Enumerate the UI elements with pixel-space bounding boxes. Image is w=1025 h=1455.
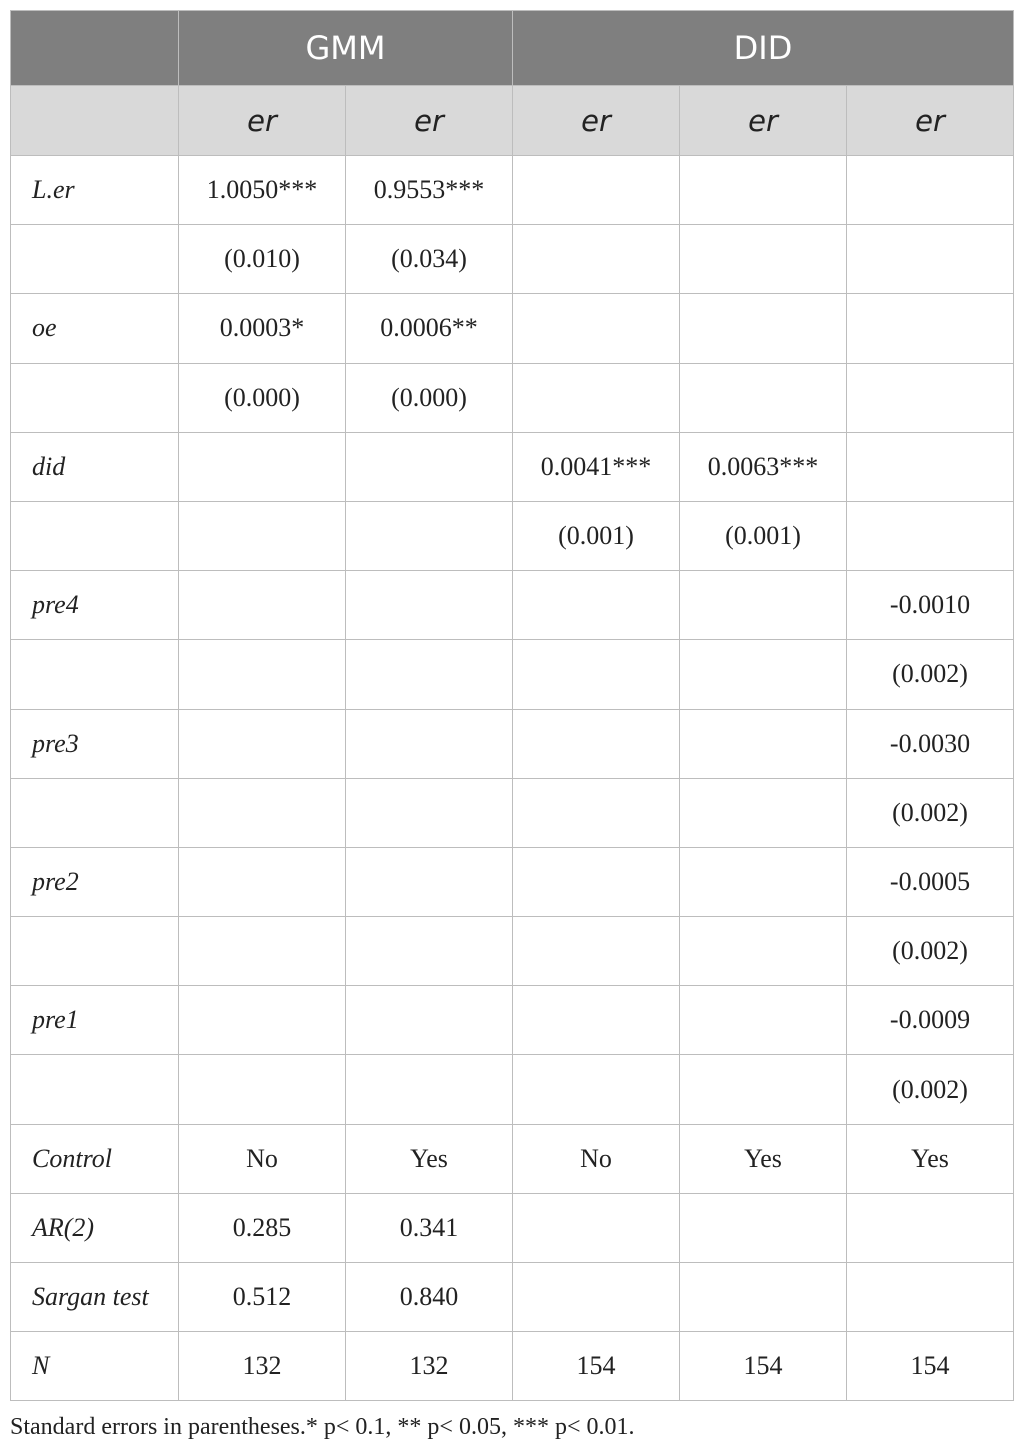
row-label: Control xyxy=(11,1124,179,1193)
table-row xyxy=(11,847,1014,916)
regression-table xyxy=(10,10,1014,1401)
table-cell: 0.341 xyxy=(346,1193,513,1262)
row-label: oe xyxy=(11,294,179,363)
table-cell xyxy=(847,501,1014,570)
table-cell: -0.0009 xyxy=(847,986,1014,1055)
table-cell xyxy=(179,640,346,709)
table-cell: (0.001) xyxy=(513,501,680,570)
group-header-did: DID xyxy=(513,11,1014,86)
table-cell xyxy=(513,917,680,986)
table-cell xyxy=(680,1193,847,1262)
table-cell xyxy=(513,571,680,640)
row-label: L.er xyxy=(11,156,179,225)
row-label xyxy=(11,363,179,432)
table-cell: (0.010) xyxy=(179,225,346,294)
table-cell xyxy=(680,1263,847,1332)
table-cell xyxy=(847,432,1014,501)
table-cell xyxy=(513,778,680,847)
table-cell: No xyxy=(513,1124,680,1193)
table-cell xyxy=(513,363,680,432)
table-cell: 0.0063*** xyxy=(680,432,847,501)
sub-header-cell: er xyxy=(346,86,513,156)
row-label: pre2 xyxy=(11,847,179,916)
row-label: pre3 xyxy=(11,709,179,778)
table-cell xyxy=(680,917,847,986)
table-cell: (0.000) xyxy=(179,363,346,432)
table-cell xyxy=(513,709,680,778)
row-label xyxy=(11,225,179,294)
table-cell xyxy=(680,156,847,225)
table-cell xyxy=(346,501,513,570)
table-cell xyxy=(179,501,346,570)
row-label: pre4 xyxy=(11,571,179,640)
table-cell: (0.002) xyxy=(847,640,1014,709)
row-label: AR(2) xyxy=(11,1193,179,1262)
table-cell: -0.0005 xyxy=(847,847,1014,916)
table-row xyxy=(11,709,1014,778)
table-cell: 132 xyxy=(179,1332,346,1401)
table-cell: 0.0041*** xyxy=(513,432,680,501)
table-cell: -0.0030 xyxy=(847,709,1014,778)
table-cell: 154 xyxy=(513,1332,680,1401)
table-cell xyxy=(680,571,847,640)
table-row xyxy=(11,225,1014,294)
table-cell: 154 xyxy=(847,1332,1014,1401)
table-cell xyxy=(346,571,513,640)
table-cell: 0.840 xyxy=(346,1263,513,1332)
table-cell: (0.000) xyxy=(346,363,513,432)
table-cell xyxy=(346,917,513,986)
table-body xyxy=(11,156,1014,1401)
sub-header-cell xyxy=(11,86,179,156)
table-cell xyxy=(847,1263,1014,1332)
table-row xyxy=(11,571,1014,640)
table-cell xyxy=(847,1193,1014,1262)
table-footnote: Standard errors in parentheses.* p< 0.1, ** p< 0.05, *** p< 0.01. xyxy=(10,1414,635,1440)
row-label xyxy=(11,501,179,570)
table-cell: 0.9553*** xyxy=(346,156,513,225)
table-cell xyxy=(513,640,680,709)
table-cell xyxy=(179,432,346,501)
table-cell: 132 xyxy=(346,1332,513,1401)
table-cell: Yes xyxy=(680,1124,847,1193)
table-row xyxy=(11,432,1014,501)
table-row xyxy=(11,1332,1014,1401)
table-cell xyxy=(680,847,847,916)
table-cell xyxy=(680,225,847,294)
table-cell: Yes xyxy=(847,1124,1014,1193)
table-cell: (0.001) xyxy=(680,501,847,570)
table-cell xyxy=(680,1055,847,1124)
table-row xyxy=(11,1124,1014,1193)
row-label: N xyxy=(11,1332,179,1401)
table-cell xyxy=(346,847,513,916)
sub-header-cell: er xyxy=(847,86,1014,156)
table-cell: Yes xyxy=(346,1124,513,1193)
table-row xyxy=(11,1263,1014,1332)
table-row xyxy=(11,640,1014,709)
table-cell xyxy=(179,917,346,986)
table-cell xyxy=(179,571,346,640)
row-label xyxy=(11,778,179,847)
table-cell xyxy=(346,432,513,501)
table-row xyxy=(11,1055,1014,1124)
row-label: Sargan test xyxy=(11,1263,179,1332)
table-cell: 0.285 xyxy=(179,1193,346,1262)
table-cell: 154 xyxy=(680,1332,847,1401)
sub-header-cell: er xyxy=(179,86,346,156)
row-label: pre1 xyxy=(11,986,179,1055)
table-cell xyxy=(513,1263,680,1332)
table-row xyxy=(11,778,1014,847)
table-row xyxy=(11,1193,1014,1262)
table-cell xyxy=(179,847,346,916)
table-cell xyxy=(346,709,513,778)
table-cell xyxy=(179,709,346,778)
table-cell: 0.0003* xyxy=(179,294,346,363)
table-cell xyxy=(847,225,1014,294)
table-cell xyxy=(847,294,1014,363)
regression-table-container xyxy=(10,10,1014,1401)
table-cell xyxy=(346,1055,513,1124)
table-row xyxy=(11,501,1014,570)
table-cell xyxy=(513,156,680,225)
table-row xyxy=(11,294,1014,363)
table-cell xyxy=(346,640,513,709)
table-cell xyxy=(179,1055,346,1124)
table-cell xyxy=(680,778,847,847)
table-cell xyxy=(513,847,680,916)
table-cell xyxy=(513,225,680,294)
table-cell xyxy=(847,363,1014,432)
table-cell: 1.0050*** xyxy=(179,156,346,225)
table-cell: (0.002) xyxy=(847,917,1014,986)
table-row xyxy=(11,156,1014,225)
table-cell xyxy=(513,1055,680,1124)
sub-header-row xyxy=(11,86,1014,156)
sub-header-cell: er xyxy=(680,86,847,156)
table-cell: No xyxy=(179,1124,346,1193)
table-cell xyxy=(513,294,680,363)
table-row xyxy=(11,917,1014,986)
sub-header-cell: er xyxy=(513,86,680,156)
group-header-gmm: GMM xyxy=(179,11,513,86)
table-cell: (0.034) xyxy=(346,225,513,294)
table-cell: -0.0010 xyxy=(847,571,1014,640)
table-row xyxy=(11,363,1014,432)
table-cell: (0.002) xyxy=(847,778,1014,847)
table-cell xyxy=(346,986,513,1055)
table-cell xyxy=(847,156,1014,225)
table-cell xyxy=(179,986,346,1055)
table-cell xyxy=(346,778,513,847)
table-cell xyxy=(513,1193,680,1262)
row-label: did xyxy=(11,432,179,501)
group-header-empty xyxy=(11,11,179,86)
row-label xyxy=(11,1055,179,1124)
table-row xyxy=(11,986,1014,1055)
table-cell xyxy=(513,986,680,1055)
table-cell: (0.002) xyxy=(847,1055,1014,1124)
row-label xyxy=(11,917,179,986)
table-cell xyxy=(680,363,847,432)
table-cell: 0.512 xyxy=(179,1263,346,1332)
group-header-row xyxy=(11,11,1014,86)
table-cell xyxy=(680,986,847,1055)
row-label xyxy=(11,640,179,709)
table-cell xyxy=(680,640,847,709)
table-cell: 0.0006** xyxy=(346,294,513,363)
table-cell xyxy=(179,778,346,847)
table-cell xyxy=(680,709,847,778)
table-cell xyxy=(680,294,847,363)
